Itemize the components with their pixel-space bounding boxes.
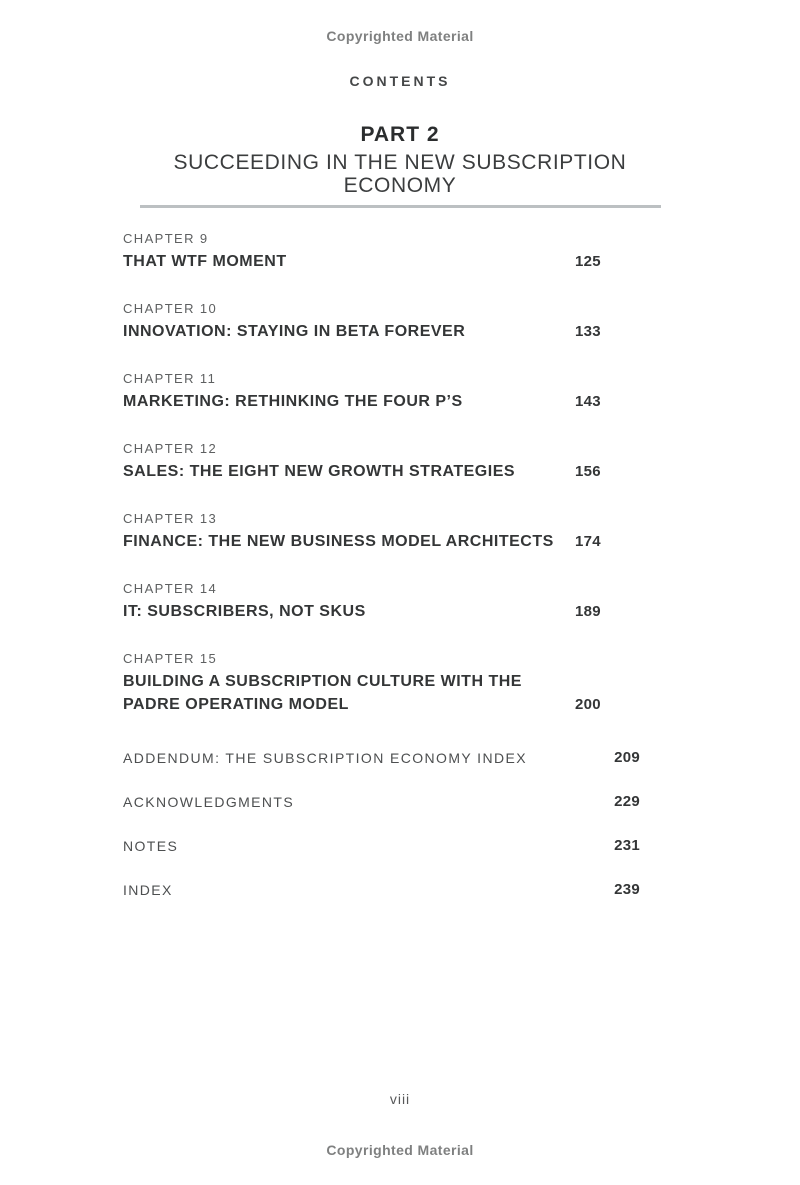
- back-matter-title: INDEX: [123, 882, 173, 898]
- chapter-page-number: 125: [575, 253, 601, 270]
- toc-chapter-entry: [123, 299, 640, 343]
- chapter-title-row: [123, 670, 640, 716]
- toc-chapter-entry: [123, 229, 640, 273]
- chapter-page-number: 156: [575, 463, 601, 480]
- back-matter-list: [123, 749, 640, 899]
- chapter-number-label: CHAPTER 9: [123, 231, 209, 246]
- chapter-title: THAT WTF MOMENT: [123, 253, 287, 270]
- chapter-page-number: 189: [575, 603, 601, 620]
- page-number-folio: viii: [389, 1091, 411, 1107]
- chapter-number-label: CHAPTER 11: [123, 371, 217, 386]
- chapter-page-number: 143: [575, 393, 601, 410]
- chapter-title-row: [123, 530, 640, 553]
- part-title-heading: SUCCEEDING IN THE NEW SUBSCRIPTION ECONOMY: [173, 151, 627, 197]
- toc-chapter-entry: [123, 579, 640, 623]
- chapter-page-number: 133: [575, 323, 601, 340]
- chapter-title: INNOVATION: STAYING IN BETA FOREVER: [123, 323, 466, 340]
- toc-chapter-entry: [123, 509, 640, 553]
- chapter-title: MARKETING: RETHINKING THE FOUR P’S: [123, 393, 463, 410]
- contents-heading: CONTENTS: [349, 73, 451, 89]
- chapter-title-row: [123, 250, 640, 273]
- back-matter-page-number: 231: [614, 837, 640, 854]
- toc-back-matter-entry: [123, 881, 640, 899]
- copyright-watermark-top: Copyrighted Material: [326, 28, 474, 44]
- chapter-title: BUILDING A SUBSCRIPTION CULTURE WITH THE PADRE OPERATING MODEL: [123, 673, 522, 713]
- chapter-title-row: [123, 460, 640, 483]
- chapter-number-label: CHAPTER 15: [123, 651, 218, 666]
- toc-chapter-entry: [123, 439, 640, 483]
- toc-back-matter-entry: [123, 749, 640, 767]
- chapter-number-label: CHAPTER 13: [123, 511, 218, 526]
- back-matter-page-number: 239: [614, 881, 640, 898]
- section-divider-rule: [140, 205, 661, 208]
- toc-back-matter-entry: [123, 793, 640, 811]
- back-matter-title: ACKNOWLEDGMENTS: [123, 794, 295, 810]
- chapter-number-label: CHAPTER 12: [123, 441, 218, 456]
- chapter-page-number: 174: [575, 533, 601, 550]
- chapter-title: IT: SUBSCRIBERS, NOT SKUS: [123, 603, 366, 620]
- toc-back-matter-entry: [123, 837, 640, 855]
- toc-chapter-entry: [123, 369, 640, 413]
- chapter-title-row: [123, 390, 640, 413]
- part-number-heading: PART 2: [360, 123, 440, 146]
- chapter-title-row: [123, 600, 640, 623]
- chapter-number-label: CHAPTER 14: [123, 581, 218, 596]
- chapter-list: [123, 229, 640, 716]
- back-matter-page-number: 229: [614, 793, 640, 810]
- chapter-title: SALES: THE EIGHT NEW GROWTH STRATEGIES: [123, 463, 516, 480]
- chapter-page-number: 200: [575, 696, 601, 713]
- chapter-title: FINANCE: THE NEW BUSINESS MODEL ARCHITECTS: [123, 533, 554, 550]
- back-matter-title: ADDENDUM: THE SUBSCRIPTION ECONOMY INDEX: [123, 750, 527, 766]
- copyright-watermark-bottom: Copyrighted Material: [326, 1142, 474, 1158]
- chapter-title-row: [123, 320, 640, 343]
- back-matter-title: NOTES: [123, 838, 179, 854]
- chapter-number-label: CHAPTER 10: [123, 301, 218, 316]
- back-matter-page-number: 209: [614, 749, 640, 766]
- toc-chapter-entry: [123, 649, 640, 716]
